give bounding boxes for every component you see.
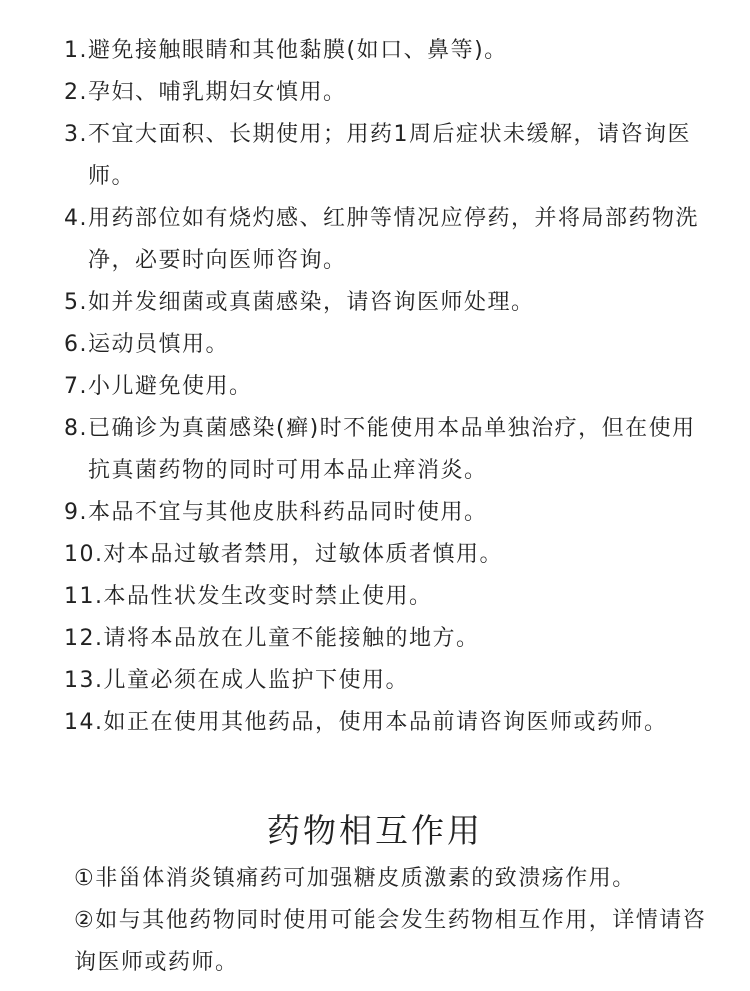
- interactions-list: [74, 858, 724, 984]
- precaution-item-12: 12.请将本品放在儿童不能接触的地方。: [64, 626, 480, 651]
- precaution-item-2: 2.孕妇、哺乳期妇女慎用。: [64, 80, 347, 105]
- precaution-item-7: 7.小儿避免使用。: [64, 374, 253, 399]
- interaction-item-2: ②如与其他药物同时使用可能会发生药物相互作用，详情请咨询医师或药师。: [74, 908, 707, 975]
- precaution-item-5: 5.如并发细菌或真菌感染，请咨询医师处理。: [64, 290, 535, 315]
- precaution-item-1: 1.避免接触眼睛和其他黏膜(如口、鼻等)。: [64, 38, 508, 63]
- precaution-item-11: 11.本品性状发生改变时禁止使用。: [64, 584, 433, 609]
- precaution-item-6: 6.运动员慎用。: [64, 332, 229, 357]
- section-title-drug-interactions: 药物相互作用: [267, 811, 483, 850]
- precaution-item-10: 10.对本品过敏者禁用，过敏体质者慎用。: [64, 542, 503, 567]
- precaution-item-13: 13.儿童必须在成人监护下使用。: [64, 668, 409, 693]
- precautions-list: [64, 30, 704, 744]
- precaution-item-4: 4.用药部位如有烧灼感、红肿等情况应停药，并将局部药物洗净，必要时向医师咨询。: [64, 206, 699, 273]
- precaution-item-14: 14.如正在使用其他药品，使用本品前请咨询医师或药师。: [64, 710, 668, 735]
- interaction-item-1: ①非甾体消炎镇痛药可加强糖皮质激素的致溃疡作用。: [74, 866, 636, 891]
- precaution-item-8: 8.已确诊为真菌感染(癣)时不能使用本品单独治疗，但在使用抗真菌药物的同时可用本品止痒消炎。: [64, 416, 696, 483]
- precaution-item-9: 9.本品不宜与其他皮肤科药品同时使用。: [64, 500, 488, 525]
- precaution-item-3: 3.不宜大面积、长期使用；用药1周后症状未缓解，请咨询医师。: [64, 122, 691, 189]
